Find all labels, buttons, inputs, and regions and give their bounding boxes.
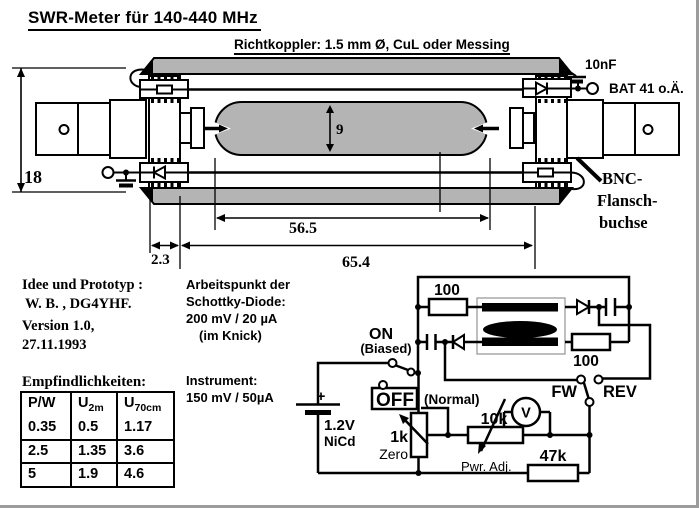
r-series-label: 47k [539,448,567,465]
credit-block [22,276,143,314]
pwr-pot-value: 10k [480,411,508,428]
outer-tube-top [141,58,572,74]
fw-label: FW [551,383,577,401]
table-row [21,440,174,464]
cell-value: 0.35 [28,419,57,436]
cell-value: 1.17 [124,419,153,436]
resistor-top-100 [429,299,467,315]
on-contact [389,359,397,367]
diode-top [577,300,589,314]
instrument-line-2: 150 mV / 50µA [186,390,274,405]
cap-value-label: 10nF [585,57,617,72]
dim-23-label: 2.3 [151,252,170,268]
bnc-connector-left [36,100,146,158]
meter-label: V [521,405,531,422]
credit-line-2: W. B. , DG4YHF. [25,296,132,312]
bnc-label-3: buchse [599,213,648,232]
dim-56-label: 56.5 [289,220,317,237]
dim-9-label: 9 [336,122,344,138]
bnc-label-1: BNC- [602,169,643,188]
table-row [21,392,174,440]
off-sub-label: (Normal) [424,392,480,407]
op-line-2: Schottky-Diode: [186,294,286,309]
table-row [21,463,174,487]
inner-conductor [215,102,487,155]
page-title: SWR-Meter für 140-440 MHz [28,8,261,31]
circuit-diagram [296,277,650,481]
fw-contact [577,376,585,384]
battery-voltage: 1.2V [324,417,355,434]
dim-65-label: 65.4 [342,254,370,271]
op-line-3: 200 mV / 20 µA [186,311,278,326]
pickup-diode-bottom-left [103,163,189,186]
cell-value: 1.35 [71,440,117,464]
instrument-line-1: Instrument: [186,373,258,388]
zero-pot-label: Zero [379,446,408,462]
r-bottom-label: 100 [573,353,599,370]
version-block [22,317,94,355]
op-line-1: Arbeitspunkt der [186,277,291,292]
outer-tube-bottom [141,188,572,204]
off-contact [379,381,387,389]
bnc-label-2: Flansch- [597,191,658,210]
on-sub-label: (Biased) [360,341,412,356]
version-line-1: Version 1.0, [22,318,95,334]
operating-point-block [186,276,290,344]
cell-value: 3.6 [117,440,174,464]
sensitivity-caption: Empfindlichkeiten: [22,374,147,390]
bnc-pointer [577,158,601,181]
rev-contact [595,376,603,384]
dc-terminal-right [587,83,598,94]
cell-value: 5 [21,463,71,487]
cell-value: 0.5 [78,419,99,436]
dc-terminal-left [103,167,114,178]
off-label: OFF [376,390,414,411]
cell-value: 2.5 [21,440,71,464]
on-label: ON [369,326,393,343]
cell-value: 1.9 [71,463,117,487]
pwr-pot-label: Pwr. Adj. [461,459,512,474]
battery-type: NiCd [324,434,356,449]
instrument-block [186,372,274,406]
op-line-4: (im Knick) [199,328,262,343]
zero-pot-value: 1k [390,429,408,446]
resistor-47k [528,465,578,481]
version-line-2: 27.11.1993 [22,337,87,353]
coupler-subtitle: Richtkoppler: 1.5 mm Ø, CuL oder Messing [234,37,510,55]
battery-plus: + [316,388,326,405]
dim-18-label: 18 [24,167,42,187]
diode-type-label: BAT 41 o.Ä. [609,81,684,96]
cell-value: 4.6 [117,463,174,487]
col-header-u2m: $U_{2m}$ [78,395,104,414]
rev-label: REV [603,383,637,401]
diode-bottom [453,335,464,349]
col-header-pw: P/W [28,395,56,411]
dimension-lines [12,68,535,269]
resistor-bottom-100 [572,334,610,350]
bnc-connector-right [567,100,679,158]
pot-10k [468,427,523,443]
credit-line-1: Idee und Prototyp : [22,277,143,293]
col-header-u70cm: $U_{70cm}$ [124,395,162,414]
coupler-drawing [12,58,679,269]
sensitivity-table [20,391,175,488]
r-top-label: 100 [434,282,460,299]
